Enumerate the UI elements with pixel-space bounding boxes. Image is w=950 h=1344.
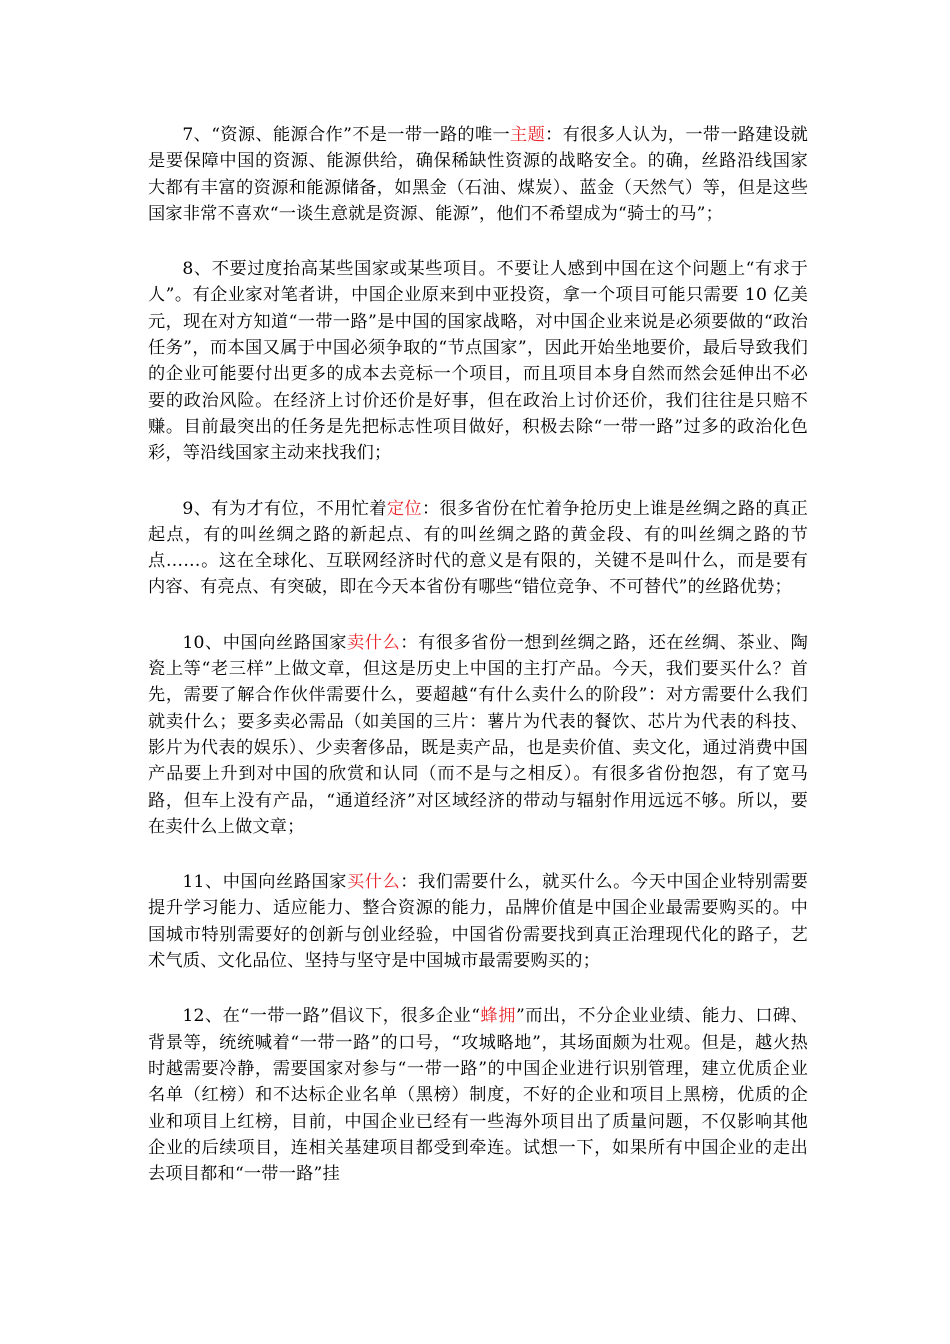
paragraph-11-lead: 11、中国向丝路国家	[182, 872, 347, 893]
paragraph-12-lead: 12、在“一带一路”倡议下，很多企业“	[182, 1006, 481, 1027]
paragraph-9	[148, 496, 808, 601]
paragraph-7	[148, 122, 808, 227]
paragraph-9-body: ：很多省份在忙着争抢历史上谁是丝绸之路的真正起点，有的叫丝绸之路的新起点、有的叫丝绸之路的黄金段、有的叫丝绸之路的节点……。这在全球化、互联网经济时代的意义是有限的，关键不是叫什么，而是要有内容、有亮点、有突破，即在今天本省份有哪些“错位竞争、不可替代”的丝路优势；	[148, 498, 808, 598]
paragraph-7-body: ：有很多人认为，一带一路建设就是要保障中国的资源、能源供给，确保稀缺性资源的战略安全。的确，丝路沿线国家大都有丰富的资源和能源储备，如黑金（石油、煤炭）、蓝金（天然气）等，但是这些国家非常不喜欢“一谈生意就是资源、能源”，他们不希望成为“骑士的马”；	[148, 125, 808, 224]
paragraph-7-highlight: 主题	[510, 125, 546, 145]
paragraph-9-lead: 9、有为才有位，不用忙着	[182, 498, 387, 519]
paragraph-7-lead: 7、“资源、能源合作”不是一带一路的唯一	[182, 125, 511, 145]
document-body	[148, 122, 808, 1216]
paragraph-10-lead: 10、中国向丝路国家	[182, 632, 347, 653]
paragraph-9-highlight: 定位	[386, 498, 422, 519]
paragraph-8-body: 8、不要过度抬高某些国家或某些项目。不要让人感到中国在这个问题上“有求于人”。有企业家对笔者讲，中国企业原来到中亚投资，拿一个项目可能只需要 10 亿美元，现在对方知道“一带一路”是中国的国家战略，对中国企业来说是必须要做的“政治任务”，而本国又属于中国必须争取的“节点国家”，因此开始坐地要价，最后导致我们的企业可能要付出更多的成本去竞标一个项目，而且项目本身自然而然会延伸出不必要的政治风险。在经济上讨价还价是好事，但在政治上讨价还价，我们往往是只赔不赚。目前最突出的任务是先把标志性项目做好，积极去除“一带一路”过多的政治化色彩，等沿线国家主动来找我们；	[148, 259, 808, 464]
paragraph-12-body: ”而出，不分企业业绩、能力、口碑、背景等，统统喊着“一带一路”的口号，“攻城略地”，其场面颇为壮观。但是，越火热时越需要冷静，需要国家对参与“一带一路”的中国企业进行识别管理，建立优质企业名单（红榜）和不达标企业名单（黑榜）制度，不好的企业和项目上黑榜，优质的企业和项目上红榜，目前，中国企业已经有一些海外项目出了质量问题，不仅影响其他企业的后续项目，连相关基建项目都受到牵连。试想一下，如果所有中国企业的走出去项目都和“一带一路”挂	[148, 1006, 808, 1185]
paragraph-10	[148, 630, 808, 840]
paragraph-12-highlight: 蜂拥	[480, 1006, 516, 1027]
paragraph-10-highlight: 卖什么	[346, 632, 401, 653]
paragraph-12	[148, 1003, 808, 1187]
paragraph-11-body: ：我们需要什么，就买什么。今天中国企业特别需要提升学习能力、适应能力、整合资源的能力，品牌价值是中国企业最需要购买的。中国城市特别需要好的创新与创业经验，中国省份需要找到真正治理现代化的路子，艺术气质、文化品位、坚持与坚守是中国城市最需要购买的；	[148, 872, 808, 972]
paragraph-11-highlight: 买什么	[346, 872, 401, 893]
paragraph-10-body: ：有很多省份一想到丝绸之路，还在丝绸、茶业、陶瓷上等“老三样”上做文章，但这是历史上中国的主打产品。今天，我们要买什么？首先，需要了解合作伙伴需要什么，要超越“有什么卖什么的阶段”：对方需要什么我们就卖什么；要多卖必需品（如美国的三片：薯片为代表的餐饮、芯片为代表的科技、影片为代表的娱乐）、少卖奢侈品，既是卖产品，也是卖价值、卖文化，通过消费中国产品要上升到对中国的欣赏和认同（而不是与之相反）。有很多省份抱怨，有了宽马路，但车上没有产品，“通道经济”对区域经济的带动与辐射作用远远不够。所以，要在卖什么上做文章；	[148, 632, 808, 837]
paragraph-8	[148, 256, 808, 466]
paragraph-11	[148, 869, 808, 974]
